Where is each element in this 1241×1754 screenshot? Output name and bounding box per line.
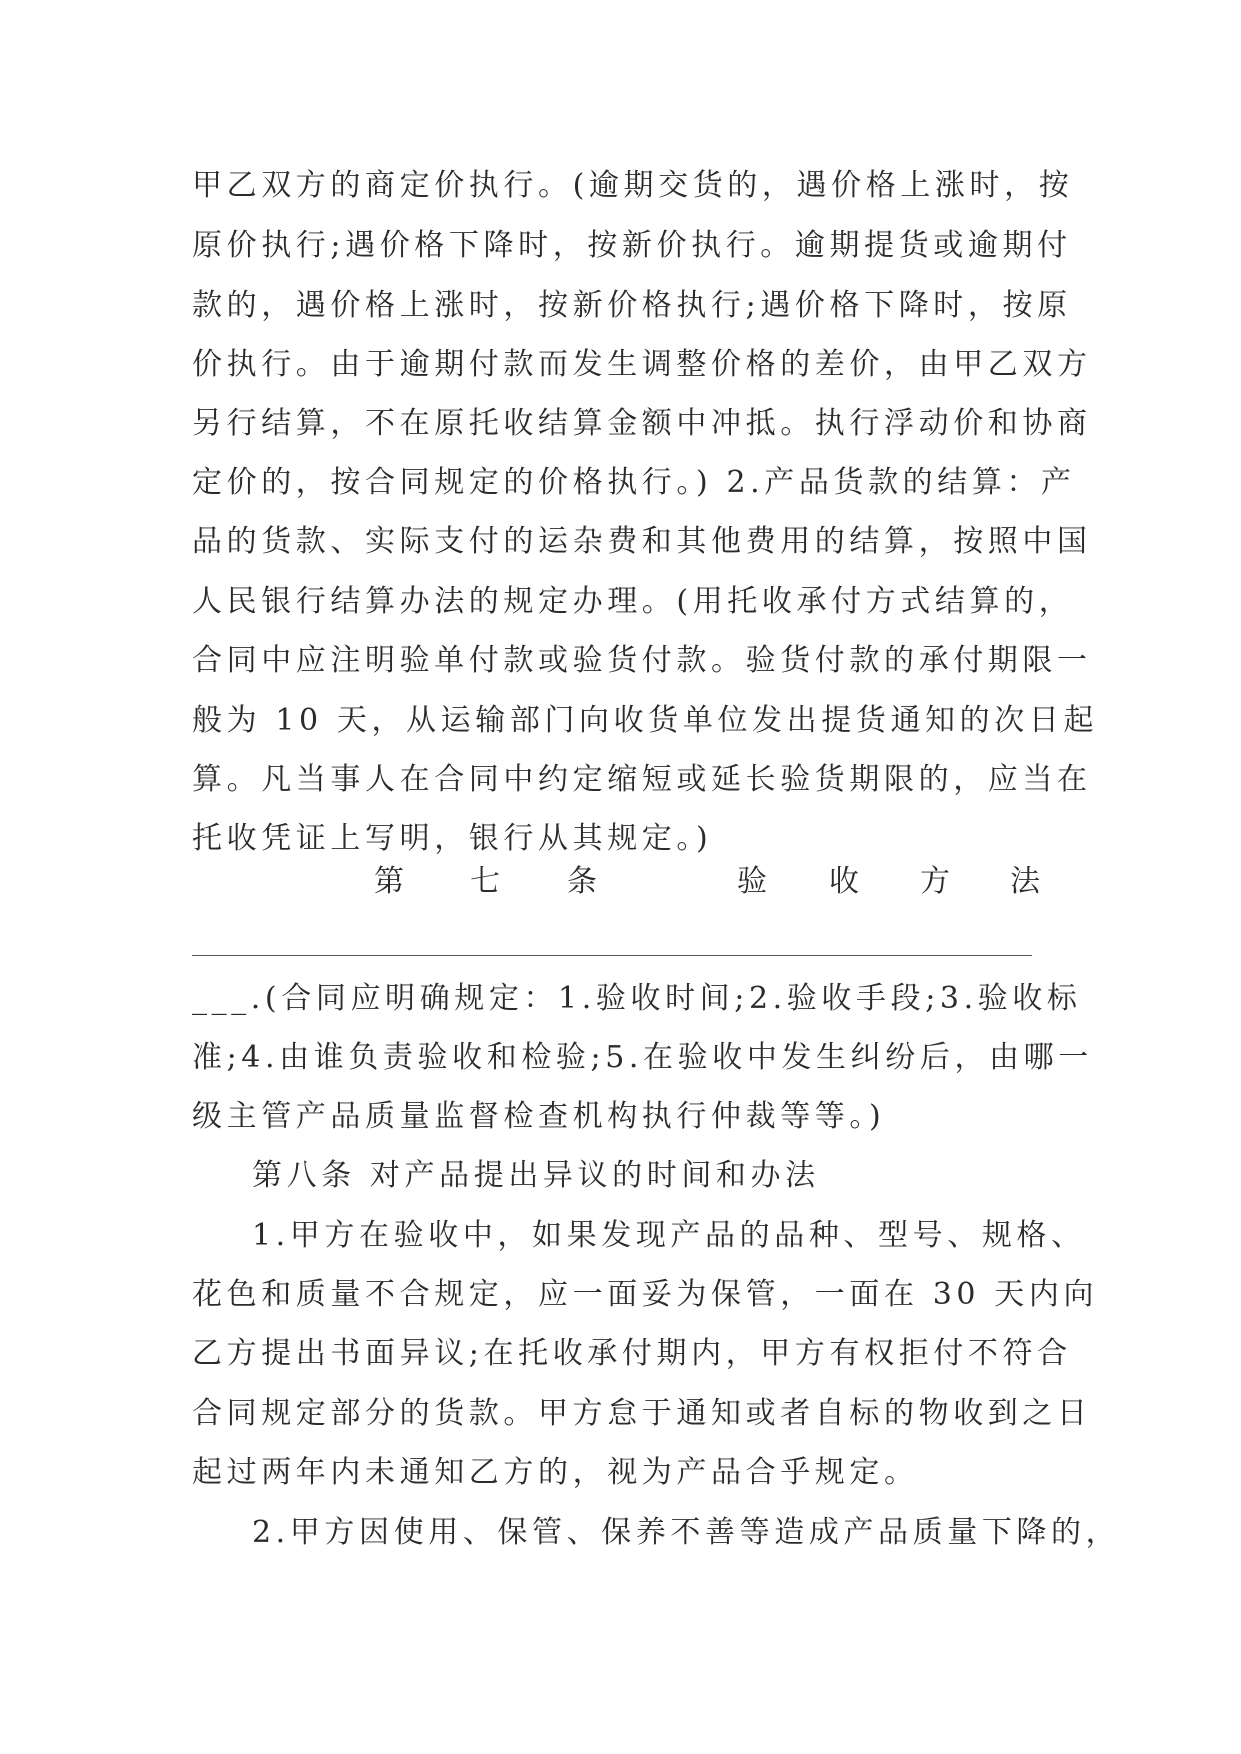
heading-char: 方 xyxy=(920,864,950,899)
paragraph-line: 甲乙双方的商定价执行。(逾期交货的，遇价格上涨时，按 xyxy=(192,168,1074,203)
article-8-heading: 第八条 对产品提出异议的时间和办法 xyxy=(252,1158,820,1193)
heading-char: 第 xyxy=(374,864,404,899)
paragraph-line: 级主管产品质量监督检查机构执行仲裁等等。) xyxy=(192,1099,886,1134)
paragraph-line: ___.(合同应明确规定：1.验收时间;2.验收手段;3.验收标 xyxy=(192,981,1082,1016)
heading-char: 七 xyxy=(470,864,500,899)
heading-char: 法 xyxy=(1010,864,1040,899)
paragraph-line: 另行结算，不在原托收结算金额中冲抵。执行浮动价和协商 xyxy=(192,406,1092,441)
paragraph-line: 合同中应注明验单付款或验货付款。验货付款的承付期限一 xyxy=(192,643,1092,678)
paragraph-line: 款的，遇价格上涨时，按新价格执行;遇价格下降时，按原 xyxy=(192,288,1072,323)
paragraph-line: 2.甲方因使用、保管、保养不善等造成产品质量下降的， xyxy=(252,1515,1121,1550)
paragraph-line: 定价的，按合同规定的价格执行。) 2.产品货款的结算：产 xyxy=(192,465,1076,500)
heading-char: 验 xyxy=(737,864,767,899)
paragraph-line: 花色和质量不合规定，应一面妥为保管，一面在 30 天内向 xyxy=(192,1277,1099,1312)
paragraph-line: 原价执行;遇价格下降时，按新价执行。逾期提货或逾期付 xyxy=(192,228,1072,263)
paragraph-line: 1.甲方在验收中，如果发现产品的品种、型号、规格、 xyxy=(252,1218,1086,1253)
paragraph-line: 起过两年内未通知乙方的，视为产品合乎规定。 xyxy=(192,1455,919,1490)
paragraph-line: 算。凡当事人在合同中约定缩短或延长验货期限的，应当在 xyxy=(192,762,1092,797)
paragraph-line: 合同规定部分的货款。甲方怠于通知或者自标的物收到之日 xyxy=(192,1396,1092,1431)
fill-in-blank-line xyxy=(192,955,1032,956)
paragraph-line: 人民银行结算办法的规定办理。(用托收承付方式结算的， xyxy=(192,584,1074,619)
paragraph-line: 价执行。由于逾期付款而发生调整价格的差价，由甲乙双方 xyxy=(192,347,1092,382)
paragraph-line: 托收凭证上写明，银行从其规定。) xyxy=(192,821,713,856)
paragraph-line: 般为 10 天，从运输部门向收货单位发出提货通知的次日起 xyxy=(192,703,1099,738)
paragraph-line: 品的货款、实际支付的运杂费和其他费用的结算，按照中国 xyxy=(192,524,1092,559)
paragraph-line: 乙方提出书面异议;在托收承付期内，甲方有权拒付不符合 xyxy=(192,1336,1072,1371)
article-7-heading xyxy=(192,862,1052,902)
heading-char: 收 xyxy=(829,864,859,899)
paragraph-line: 准;4.由谁负责验收和检验;5.在验收中发生纠纷后，由哪一 xyxy=(192,1040,1093,1075)
heading-char: 条 xyxy=(567,864,597,899)
